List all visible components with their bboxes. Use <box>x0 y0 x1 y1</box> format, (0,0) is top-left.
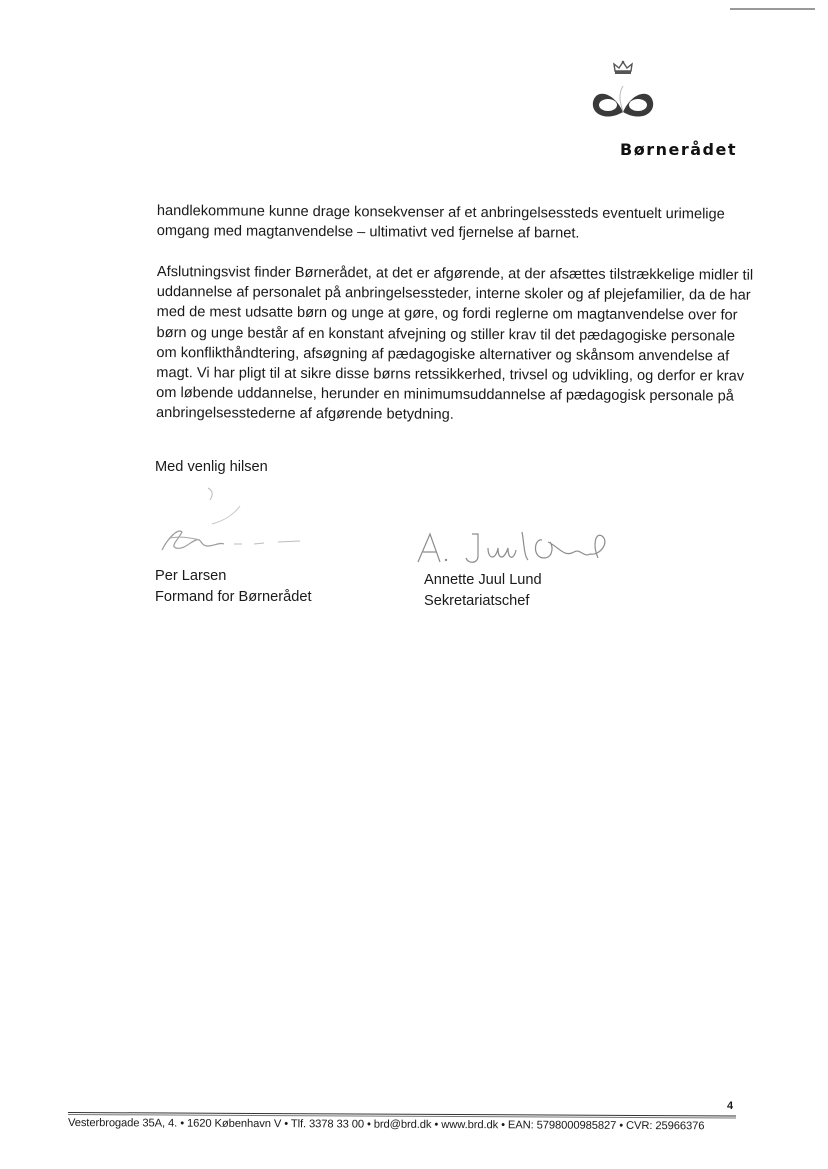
emblem-icon <box>590 84 656 124</box>
signature-per-larsen <box>150 484 310 564</box>
signatory-title: Sekretariatschef <box>424 593 530 609</box>
body-paragraph-1: handlekommune kunne drage konsekvenser af et anbringelsessteds eventuelt urimelige omgang med magtanvendelse – ultimativt ved fjernelse af barnet. <box>156 202 725 242</box>
signature-annette-juul-lund <box>414 528 614 572</box>
brand-logo <box>588 60 768 160</box>
footer-contact-line: Vesterbrogade 35A, 4. • 1620 København V • Tlf. 3378 33 00 • brd@brd.dk • www.brd.dk • EAN: 5798000985827 • CVR: 25966376 <box>67 1117 705 1133</box>
crown-icon <box>612 60 634 76</box>
closing-salutation: Med venlig hilsen <box>155 459 268 475</box>
signatory-name: Per Larsen <box>155 568 227 584</box>
signatory-name: Annette Juul Lund <box>424 572 542 588</box>
signatory-2 <box>424 570 542 612</box>
signatory-1 <box>155 566 312 608</box>
signatory-title: Formand for Børnerådet <box>155 589 312 605</box>
logo-text: Børnerådet <box>620 140 737 159</box>
body-paragraph-2: Afslutningsvist finder Børnerådet, at det er afgørende, at der afsættes tilstrækkelige midler til uddannelse af personalet på anbringelsessteder, interne skoler og af plejefamilier, da de har med de mest udsatte børn og unge at gøre, og fordi reglerne om magtanvendelse over for børn og unge består af en konstant afvejning og stiller krav til det pædagogiske personale om konflikthåndtering, afsøgning af pædagogiske alternativer og skånsom anvendelse af magt. Vi har pligt til at sikre disse børns retssikkerhed, trivsel og udvikling, og derfor er krav om løbende uddannelse, herunder en minimumsuddannelse af pædagogisk personale på anbringelsesstederne af afgørende betydning. <box>156 263 754 424</box>
page-number: 4 <box>727 1100 734 1112</box>
scan-edge-line <box>730 8 815 10</box>
